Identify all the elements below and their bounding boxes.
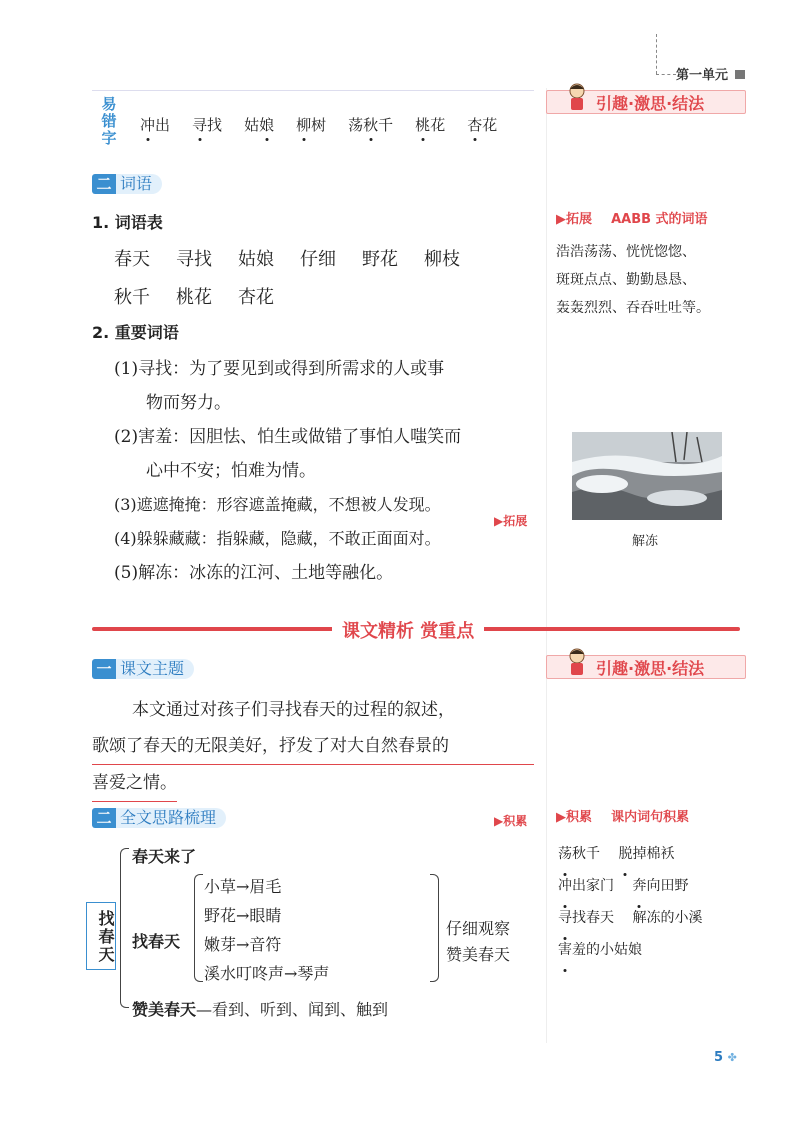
- unit-label: [676, 64, 745, 83]
- outline-brace-main: [120, 848, 129, 1008]
- outline-brace-right: [430, 874, 439, 982]
- list-item: (5)解冻：冰冻的江河、土地等融化。: [114, 563, 394, 583]
- side-banner-1-text: 引趣·激思·结法: [596, 94, 705, 113]
- teacher-avatar-icon-2: [566, 647, 588, 677]
- list-item: 寻找春天 解冻的小溪: [558, 902, 702, 934]
- analysis-banner: 课文精析 赏重点: [332, 617, 484, 643]
- list-item: 害羞的小姑娘: [558, 934, 702, 966]
- important-words-heading: 2. 重要词语: [92, 323, 179, 342]
- unit-text: 第一单元: [676, 68, 729, 83]
- header-dashed-corner: [656, 34, 658, 74]
- teacher-avatar-icon: [566, 82, 588, 112]
- accum-tag: ▶积累: [494, 814, 528, 828]
- vocab-list-heading: 1. 词语表: [92, 213, 163, 232]
- sidebar-divider: [546, 88, 547, 1043]
- outline-b2-items: 小草→眉毛 野花→眼睛 嫩芽→音符 溪水叮咚声→琴声: [204, 877, 330, 983]
- accum-list: [558, 838, 702, 966]
- list-item: (3)遮遮掩掩：形容遮盖掩藏，不想被人发现。: [114, 495, 441, 514]
- list-item: (4)躲躲藏藏：指躲藏，隐藏，不敢正面面对。: [114, 529, 441, 548]
- word: 冲出: [140, 116, 171, 134]
- list-item: 荡秋千 脱掉棉袄: [558, 838, 702, 870]
- list-item: 冲出家门 奔向田野: [558, 870, 702, 902]
- vocab-row-2: 秋千 桃花 杏花: [114, 287, 274, 308]
- accum-header: ▶积累 课内词句积累: [556, 810, 690, 825]
- vocab-row-1: 春天 寻找 姑娘 仔细 野花 柳枝: [114, 249, 460, 270]
- word: 寻找: [192, 116, 223, 134]
- page-number: 5 ✤: [714, 1050, 737, 1065]
- outline-brace-b2: [194, 874, 203, 982]
- list-item: (2)害羞：因胆怯、怕生或做错了事怕人嗤笑而: [114, 427, 462, 447]
- side-banner-2-text: 引趣·激思·结法: [596, 659, 705, 678]
- expand-tag: ▶拓展: [494, 514, 528, 528]
- list-item-cont: 物而努力。: [146, 393, 231, 413]
- word: 桃花: [415, 116, 446, 134]
- thaw-photo: [572, 432, 722, 520]
- outline-b1: 春天来了: [132, 847, 197, 866]
- outline-b2-right: 仔细观察 赞美春天: [446, 919, 511, 964]
- word: 杏花: [467, 116, 498, 134]
- expand-lines: 浩浩荡荡、恍恍惚惚、 斑斑点点、勤勤恳恳、 轰轰烈烈、吞吞吐吐等。: [556, 244, 710, 316]
- vocab-section-header: 二 词语: [92, 174, 162, 194]
- leaf-icon: ✤: [727, 1051, 737, 1064]
- error-prone-label: 易 错 字: [101, 95, 117, 147]
- error-prone-words: [140, 114, 497, 135]
- unit-tab-icon: [735, 70, 745, 79]
- theme-text: 本文通过对孩子们寻找春天的过程的叙述， 歌颂了春天的无限美好，抒发了对大自然春景的 喜爱之情。: [92, 692, 534, 802]
- word: 荡秋千: [348, 116, 394, 134]
- theme-section-header: 一 课文主题: [92, 659, 194, 679]
- outline-b2: 找春天: [132, 932, 181, 951]
- important-words-list: [114, 352, 534, 590]
- list-item: (1)寻找：为了要见到或得到所需求的人或事: [114, 359, 445, 379]
- header-dashed-line: [656, 74, 676, 75]
- word: 柳树: [296, 116, 327, 134]
- photo-caption: 解冻: [632, 534, 659, 549]
- word: 姑娘: [244, 116, 275, 134]
- outline-root: 找春天: [86, 902, 116, 970]
- list-item-cont: 心中不安；怕难为情。: [146, 461, 316, 481]
- outline-section-header: 二 全文思路梳理: [92, 808, 226, 828]
- outline-b3: 赞美春天—看到、听到、闻到、触到: [132, 1000, 389, 1019]
- expand-header: ▶拓展 AABB 式的词语: [556, 212, 708, 227]
- top-rule: [92, 90, 534, 91]
